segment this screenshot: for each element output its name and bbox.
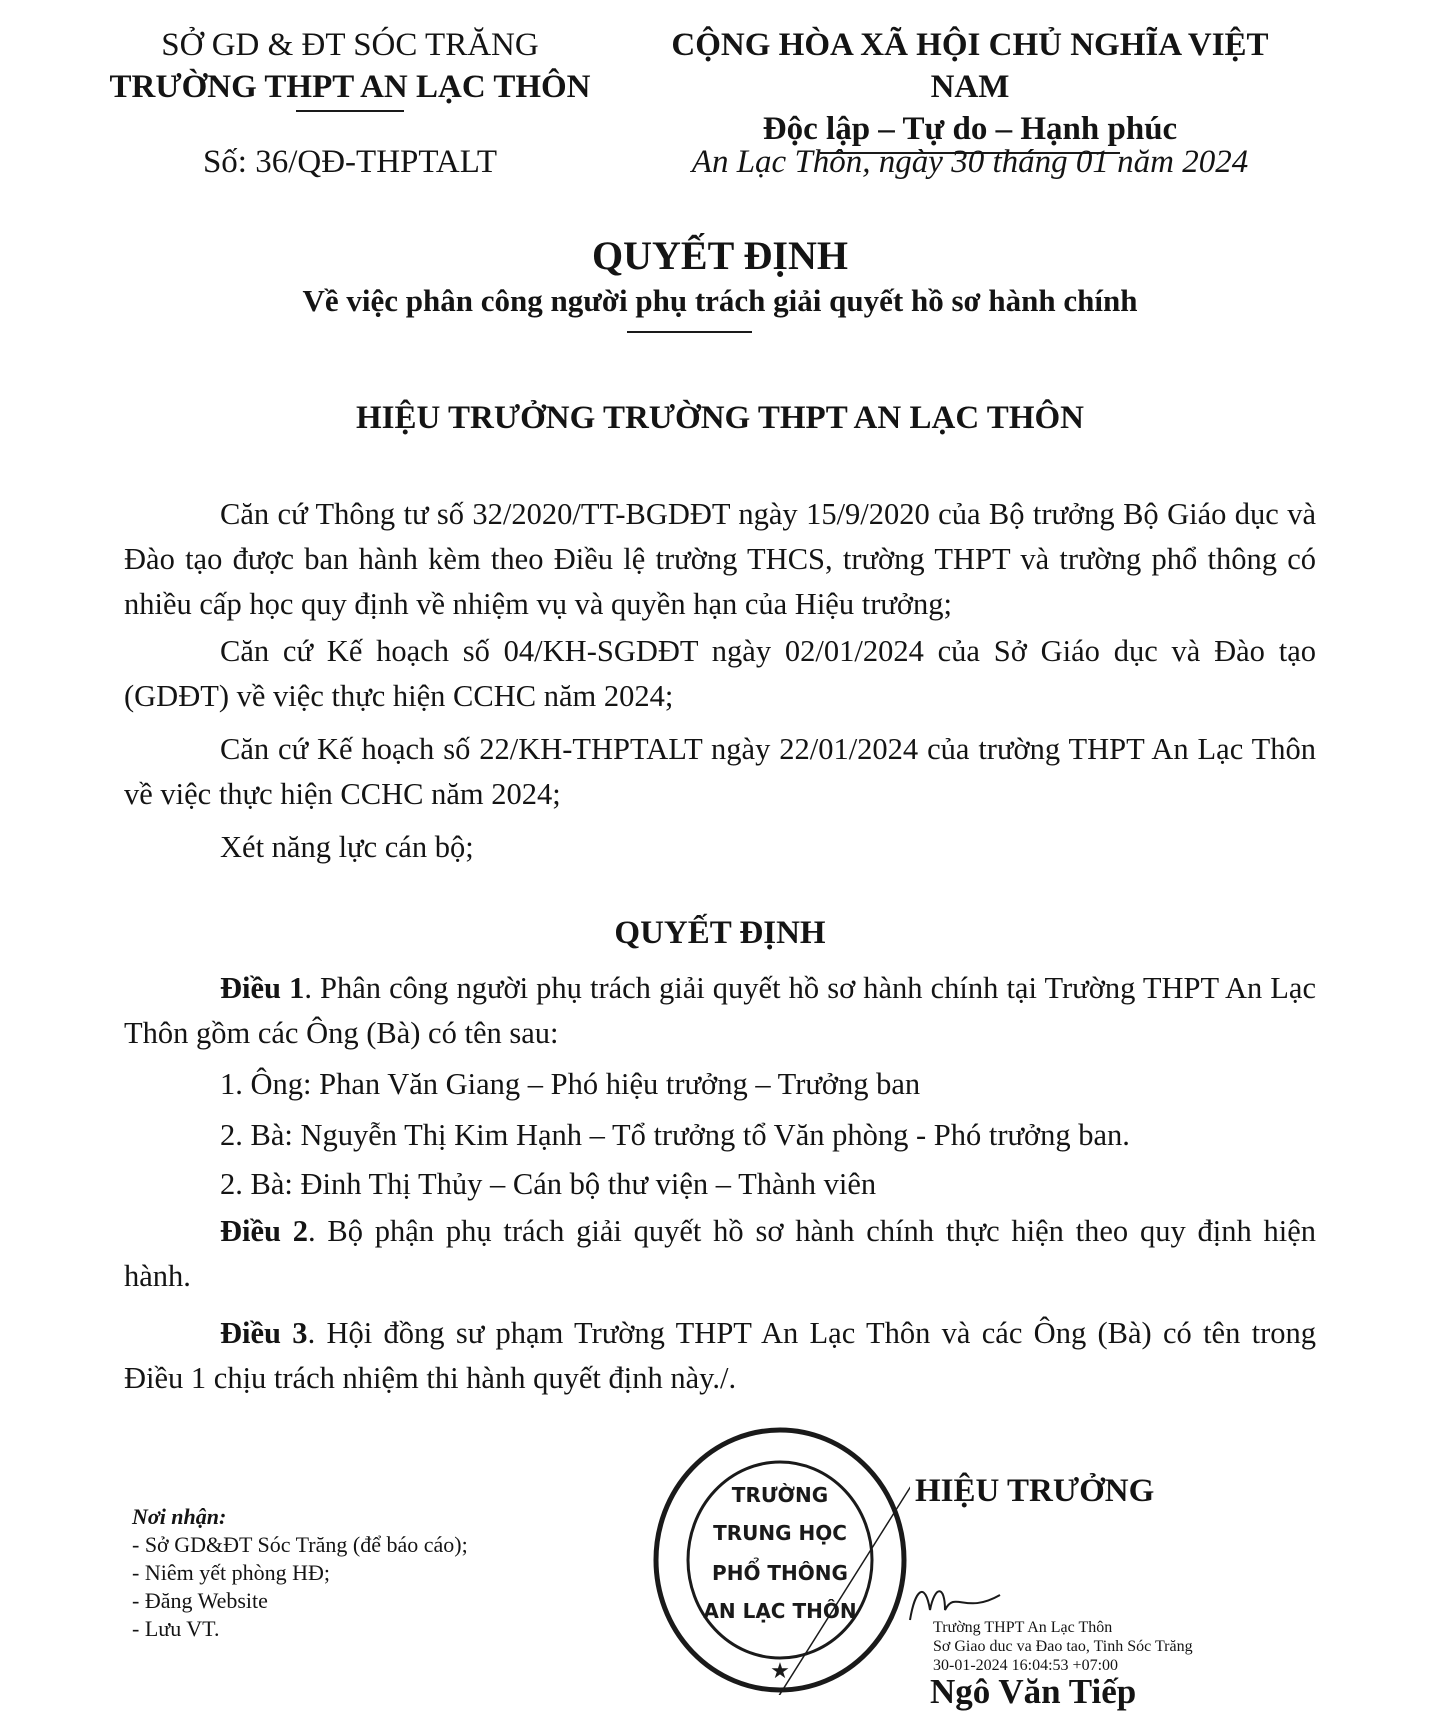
basis-paragraph: Căn cứ Kế hoạch số 22/KH-THPTALT ngày 22/01/2024 của trường THPT An Lạc Thôn về việc thực hiện CCHC năm 2024;	[124, 732, 1316, 811]
svg-text:TRƯỜNG: TRƯỜNG	[731, 1483, 829, 1507]
issuer-school: TRƯỜNG THPT AN LẠC THÔN	[109, 69, 591, 105]
member-item: 2. Bà: Đinh Thị Thủy – Cán bộ thư viện – Thành viên	[220, 1167, 877, 1201]
recipients-title: Nơi nhận:	[132, 1504, 227, 1529]
legal-bases	[124, 492, 1316, 870]
document-subtitle: Về việc phân công người phụ trách giải quyết hồ sơ hành chính	[302, 283, 1138, 318]
article-label: Điều 2	[220, 1214, 309, 1248]
article-label: Điều 3	[220, 1316, 308, 1350]
issuer-underline	[296, 110, 404, 112]
svg-text:PHỔ THÔNG: PHỔ THÔNG	[712, 1561, 848, 1585]
member-item: 1. Ông: Phan Văn Giang – Phó hiệu trưởng – Trưởng ban	[220, 1067, 921, 1101]
article-text: . Phân công người phụ trách giải quyết hồ sơ hành chính tại Trường THPT An Lạc Thôn gồm các Ông (Bà) có tên sau:	[124, 971, 1316, 1050]
signer-name: Ngô Văn Tiếp	[930, 1672, 1137, 1711]
nation-name: CỘNG HÒA XÃ HỘI CHỦ NGHĨA VIỆT NAM	[671, 27, 1269, 105]
svg-text:AN LẠC THÔN: AN LẠC THÔN	[703, 1599, 857, 1623]
signature-title: HIỆU TRƯỞNG	[915, 1473, 1155, 1509]
document-title: QUYẾT ĐỊNH	[592, 233, 848, 278]
esign-line: Sơ Giao duc va Đao tao, Tinh Sóc Trăng	[933, 1638, 1193, 1655]
article-1	[124, 966, 1316, 1056]
national-heading	[630, 24, 1310, 154]
article-2	[124, 1209, 1316, 1299]
member-item: 2. Bà: Nguyễn Thị Kim Hạnh – Tổ trưởng tổ Văn phòng - Phó trưởng ban.	[220, 1118, 1130, 1152]
article-3	[124, 1311, 1316, 1401]
decision-heading: QUYẾT ĐỊNH	[614, 915, 826, 951]
svg-text:★: ★	[770, 1659, 790, 1684]
recipient-item: - Sở GD&ĐT Sóc Trăng (để báo cáo);	[132, 1532, 468, 1557]
recipient-item: - Đăng Website	[132, 1588, 268, 1613]
place-date: An Lạc Thôn, ngày 30 tháng 01 năm 2024	[691, 144, 1249, 180]
issuer-block	[90, 24, 610, 112]
digital-signature-info	[933, 1618, 1193, 1675]
basis-paragraph: Xét năng lực cán bộ;	[220, 830, 474, 864]
recipient-item: - Lưu VT.	[132, 1616, 220, 1641]
basis-paragraph: Căn cứ Thông tư số 32/2020/TT-BGDĐT ngày 15/9/2020 của Bộ trưởng Bộ Giáo dục và Đào tạo được ban hành kèm theo Điều lệ trường THCS, trường THPT và trường phổ thông có nhiều cấp học quy định về nhiệm vụ và quyền hạn của Hiệu trưởng;	[124, 497, 1316, 621]
article-text: . Bộ phận phụ trách giải quyết hồ sơ hành chính thực hiện theo quy định hiện hành.	[124, 1214, 1316, 1293]
articles	[124, 966, 1316, 1401]
esign-line: 30-01-2024 16:04:53 +07:00	[933, 1657, 1119, 1674]
official-seal-icon	[650, 1420, 910, 1695]
article-label: Điều 1	[220, 971, 305, 1005]
issuer-agency: SỞ GD & ĐT SÓC TRĂNG	[161, 27, 539, 63]
document-number: Số: 36/QĐ-THPTALT	[202, 144, 498, 180]
subtitle-underline	[627, 331, 752, 333]
recipients-block	[132, 1503, 468, 1643]
national-motto: Độc lập – Tự do – Hạnh phúc	[762, 111, 1178, 147]
recipient-item: - Niêm yết phòng HĐ;	[132, 1560, 330, 1585]
article-text: . Hội đồng sư phạm Trường THPT An Lạc Thôn và các Ông (Bà) có tên trong Điều 1 chịu trách nhiệm thi hành quyết định này./.	[124, 1316, 1317, 1395]
svg-text:TRUNG HỌC: TRUNG HỌC	[713, 1521, 847, 1545]
issuing-authority: HIỆU TRƯỞNG TRƯỜNG THPT AN LẠC THÔN	[356, 400, 1084, 436]
esign-line: Trường THPT An Lạc Thôn	[933, 1619, 1113, 1636]
basis-paragraph: Căn cứ Kế hoạch số 04/KH-SGDĐT ngày 02/01/2024 của Sở Giáo dục và Đào tạo (GDĐT) về việc thực hiện CCHC năm 2024;	[124, 634, 1316, 713]
